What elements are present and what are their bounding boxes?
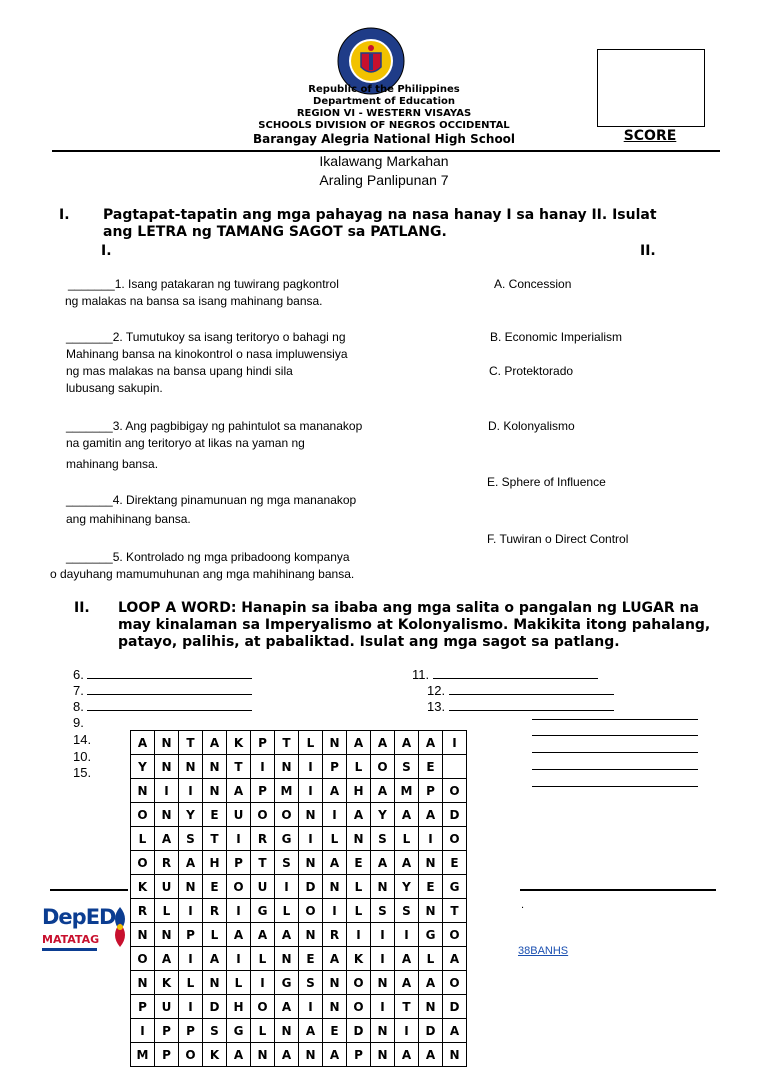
grid-cell[interactable]: N xyxy=(131,971,155,995)
school-name: Barangay Alegria National High School xyxy=(252,132,516,146)
grid-cell[interactable]: A xyxy=(227,1043,251,1067)
grid-row xyxy=(131,971,467,995)
grid-cell[interactable]: K xyxy=(203,1043,227,1067)
grid-cell[interactable]: O xyxy=(251,995,275,1019)
item5-line2: o dayuhang mamumuhunan ang mga mahihinang bansa. xyxy=(50,567,355,581)
grid-cell[interactable]: E xyxy=(443,851,467,875)
grid-cell[interactable]: A xyxy=(371,779,395,803)
grid-cell[interactable]: I xyxy=(251,971,275,995)
grid-cell[interactable]: P xyxy=(251,779,275,803)
grid-cell[interactable]: N xyxy=(371,1043,395,1067)
footer-line-right xyxy=(520,889,716,891)
grid-cell[interactable]: Y xyxy=(179,803,203,827)
grid-cell[interactable]: D xyxy=(347,1019,371,1043)
grid-cell[interactable]: N xyxy=(155,731,179,755)
grid-cell[interactable]: N xyxy=(203,755,227,779)
grid-cell[interactable]: A xyxy=(419,731,443,755)
grid-cell[interactable]: I xyxy=(227,899,251,923)
matatag-underline xyxy=(42,948,97,951)
answer-number: 8. xyxy=(73,699,84,714)
grid-cell[interactable]: A xyxy=(227,779,251,803)
grid-cell[interactable]: O xyxy=(371,755,395,779)
score-label: SCORE xyxy=(623,128,677,144)
grid-cell[interactable]: I xyxy=(227,947,251,971)
grid-cell[interactable]: O xyxy=(131,947,155,971)
grid-cell[interactable]: L xyxy=(227,971,251,995)
grid-cell[interactable]: A xyxy=(275,923,299,947)
grid-cell[interactable]: U xyxy=(155,875,179,899)
grid-cell[interactable]: A xyxy=(179,851,203,875)
grid-cell[interactable]: L xyxy=(251,1019,275,1043)
grid-cell[interactable]: R xyxy=(131,899,155,923)
item3-line3: mahinang bansa. xyxy=(66,457,159,471)
grid-cell[interactable]: G xyxy=(251,899,275,923)
grid-cell[interactable]: A xyxy=(323,1043,347,1067)
grid-cell[interactable]: G xyxy=(275,971,299,995)
grid-cell[interactable]: E xyxy=(323,1019,347,1043)
grid-cell[interactable]: A xyxy=(371,731,395,755)
grid-cell[interactable]: S xyxy=(275,851,299,875)
header-region: REGION VI - WESTERN VISAYAS xyxy=(296,108,472,119)
grid-cell[interactable]: E xyxy=(203,803,227,827)
grid-cell[interactable]: H xyxy=(203,851,227,875)
grid-cell[interactable]: E xyxy=(419,755,443,779)
grid-cell[interactable]: N xyxy=(155,755,179,779)
grid-cell[interactable]: L xyxy=(347,875,371,899)
grid-cell[interactable]: N xyxy=(131,779,155,803)
grid-cell[interactable]: U xyxy=(251,875,275,899)
grid-cell[interactable]: L xyxy=(299,731,323,755)
grid-cell[interactable]: O xyxy=(251,803,275,827)
grid-row xyxy=(131,923,467,947)
grid-cell[interactable]: O xyxy=(179,1043,203,1067)
item4-line2: ang mahihinang bansa. xyxy=(66,512,191,526)
grid-cell[interactable]: A xyxy=(395,1043,419,1067)
grid-cell[interactable]: N xyxy=(419,899,443,923)
answer-10[interactable] xyxy=(73,749,91,766)
item2-line4: lubusang sakupin. xyxy=(66,381,163,395)
grid-cell[interactable]: M xyxy=(275,779,299,803)
grid-cell[interactable]: O xyxy=(131,803,155,827)
grid-cell[interactable]: N xyxy=(179,755,203,779)
grid-cell[interactable]: N xyxy=(203,971,227,995)
grid-cell[interactable]: P xyxy=(323,755,347,779)
grid-cell[interactable]: A xyxy=(443,1019,467,1043)
part1-numeral: I. xyxy=(59,207,70,223)
grid-row xyxy=(131,779,467,803)
grid-cell[interactable]: O xyxy=(443,971,467,995)
grid-cell[interactable]: R xyxy=(251,827,275,851)
grid-cell[interactable]: O xyxy=(347,971,371,995)
grid-cell[interactable]: S xyxy=(395,755,419,779)
grid-cell[interactable]: D xyxy=(419,1019,443,1043)
grid-cell[interactable]: N xyxy=(419,851,443,875)
subject-title: Araling Panlipunan 7 xyxy=(319,172,449,188)
grid-cell[interactable]: S xyxy=(371,899,395,923)
part2-numeral: II. xyxy=(74,600,90,616)
choice-d: D. Kolonyalismo xyxy=(488,419,575,433)
grid-cell[interactable]: A xyxy=(419,1043,443,1067)
grid-cell[interactable]: N xyxy=(275,1019,299,1043)
grid-cell[interactable]: A xyxy=(419,971,443,995)
grid-cell[interactable]: N xyxy=(299,923,323,947)
grid-cell[interactable]: L xyxy=(203,923,227,947)
word-search-grid xyxy=(130,730,467,1067)
grid-row xyxy=(131,899,467,923)
grid-cell[interactable]: L xyxy=(251,947,275,971)
grid-cell[interactable]: P xyxy=(347,1043,371,1067)
item2-line2: Mahinang bansa na kinokontrol o nasa impluwensiya xyxy=(66,347,348,361)
item3-line1: _______3. Ang pagbibigay ng pahintulot sa mananakop xyxy=(66,419,363,433)
grid-cell[interactable]: N xyxy=(131,923,155,947)
answer-9[interactable] xyxy=(73,715,84,732)
grid-cell[interactable]: O xyxy=(131,851,155,875)
grid-cell[interactable]: I xyxy=(371,995,395,1019)
grid-cell[interactable]: I xyxy=(179,899,203,923)
grid-cell[interactable]: I xyxy=(275,875,299,899)
grid-cell[interactable]: P xyxy=(419,779,443,803)
grid-cell[interactable]: I xyxy=(323,899,347,923)
grid-cell[interactable]: O xyxy=(443,779,467,803)
grid-cell[interactable]: L xyxy=(347,899,371,923)
grid-row xyxy=(131,995,467,1019)
grid-cell[interactable]: L xyxy=(131,827,155,851)
answer-number: 15. xyxy=(73,765,92,780)
grid-cell[interactable]: I xyxy=(323,803,347,827)
footer-dot: . xyxy=(521,899,525,911)
grid-cell[interactable]: Y xyxy=(395,875,419,899)
grid-cell[interactable]: A xyxy=(443,947,467,971)
grid-cell[interactable]: I xyxy=(371,923,395,947)
grid-cell[interactable]: R xyxy=(155,851,179,875)
grid-cell[interactable]: I xyxy=(347,923,371,947)
choice-e: E. Sphere of Influence xyxy=(487,475,606,489)
grid-cell[interactable]: P xyxy=(251,731,275,755)
item3-line2: na gamitin ang teritoryo at likas na yaman ng xyxy=(66,436,305,450)
grid-cell[interactable]: T xyxy=(203,827,227,851)
answer-11[interactable] xyxy=(412,666,598,684)
grid-cell[interactable]: L xyxy=(179,971,203,995)
choice-f: F. Tuwiran o Direct Control xyxy=(487,532,629,546)
grid-cell[interactable]: K xyxy=(227,731,251,755)
footer-link[interactable]: 38BANHS xyxy=(518,945,569,957)
grid-row xyxy=(131,947,467,971)
header-divider xyxy=(52,150,720,152)
answer-blank[interactable] xyxy=(449,682,614,695)
grid-cell[interactable]: Y xyxy=(131,755,155,779)
grid-cell[interactable]: K xyxy=(347,947,371,971)
grid-cell[interactable]: N xyxy=(155,803,179,827)
grid-cell[interactable]: N xyxy=(419,995,443,1019)
grid-cell[interactable]: H xyxy=(227,995,251,1019)
grid-cell[interactable]: R xyxy=(323,923,347,947)
grid-cell[interactable]: N xyxy=(323,875,347,899)
answer-7[interactable] xyxy=(73,682,252,700)
grid-cell[interactable]: O xyxy=(347,995,371,1019)
answer-13[interactable] xyxy=(427,698,614,716)
item4-line1: _______4. Direktang pinamunuan ng mga mananakop xyxy=(66,493,357,507)
grid-cell[interactable]: P xyxy=(155,1043,179,1067)
answer-number: 6. xyxy=(73,667,84,682)
grid-cell[interactable]: P xyxy=(227,851,251,875)
grid-cell[interactable]: I xyxy=(299,827,323,851)
extra-blank-3[interactable] xyxy=(532,752,698,753)
grid-cell[interactable]: N xyxy=(323,731,347,755)
grid-row xyxy=(131,827,467,851)
grid-cell[interactable]: E xyxy=(347,851,371,875)
grid-cell[interactable]: I xyxy=(179,995,203,1019)
grid-cell[interactable]: E xyxy=(419,875,443,899)
grid-cell[interactable]: I xyxy=(179,779,203,803)
grid-cell[interactable]: E xyxy=(203,875,227,899)
item2-line1: _______2. Tumutukoy sa isang teritoryo o bahagi ng xyxy=(66,330,346,344)
grid-cell[interactable]: T xyxy=(251,851,275,875)
matatag-logo-text: MATATAG xyxy=(42,933,100,946)
grid-cell[interactable]: A xyxy=(155,827,179,851)
answer-number: 12. xyxy=(427,683,446,698)
grid-cell[interactable]: I xyxy=(443,731,467,755)
grid-cell[interactable]: S xyxy=(299,971,323,995)
grid-cell[interactable]: G xyxy=(419,923,443,947)
grid-cell[interactable]: P xyxy=(131,995,155,1019)
extra-blank-1[interactable] xyxy=(532,719,698,720)
answer-number: 14. xyxy=(73,732,92,747)
grid-cell[interactable]: A xyxy=(395,851,419,875)
grid-cell[interactable]: T xyxy=(179,731,203,755)
footer-line-left xyxy=(50,889,128,891)
grid-cell[interactable]: I xyxy=(395,923,419,947)
grid-cell[interactable]: N xyxy=(299,1043,323,1067)
grid-cell[interactable]: I xyxy=(251,755,275,779)
quarter-title: Ikalawang Markahan xyxy=(319,153,449,169)
grid-cell[interactable]: G xyxy=(443,875,467,899)
grid-cell[interactable]: A xyxy=(203,947,227,971)
grid-cell[interactable]: N xyxy=(371,875,395,899)
grid-cell[interactable]: A xyxy=(323,947,347,971)
grid-cell[interactable]: M xyxy=(395,779,419,803)
answer-14[interactable] xyxy=(73,732,91,749)
grid-cell[interactable]: U xyxy=(155,995,179,1019)
grid-cell[interactable]: I xyxy=(179,947,203,971)
grid-cell[interactable]: N xyxy=(347,827,371,851)
grid-cell[interactable]: I xyxy=(227,827,251,851)
part2-instruction-line1: LOOP A WORD: Hanapin sa ibaba ang mga salita o pangalan ng LUGAR na xyxy=(118,600,699,616)
part1-col1-heading: I. xyxy=(101,243,112,259)
grid-row xyxy=(131,803,467,827)
answer-12[interactable] xyxy=(427,682,614,700)
grid-cell[interactable]: N xyxy=(251,1043,275,1067)
answer-6[interactable] xyxy=(73,666,252,684)
grid-cell[interactable]: A xyxy=(275,1043,299,1067)
grid-cell[interactable]: A xyxy=(419,803,443,827)
grid-cell[interactable]: M xyxy=(131,1043,155,1067)
grid-cell[interactable]: E xyxy=(299,947,323,971)
grid-cell[interactable]: H xyxy=(347,779,371,803)
grid-cell[interactable]: I xyxy=(131,1019,155,1043)
grid-cell[interactable]: O xyxy=(275,803,299,827)
grid-cell[interactable]: T xyxy=(275,731,299,755)
item2-line3: ng mas malakas na bansa upang hindi sila xyxy=(66,364,293,378)
grid-cell[interactable]: I xyxy=(299,755,323,779)
bagong-pilipinas-icon xyxy=(110,905,130,953)
grid-cell[interactable]: A xyxy=(203,731,227,755)
grid-cell[interactable]: L xyxy=(347,755,371,779)
grid-cell[interactable]: N xyxy=(299,803,323,827)
grid-cell[interactable]: A xyxy=(251,923,275,947)
grid-cell[interactable]: I xyxy=(419,827,443,851)
grid-cell[interactable]: N xyxy=(275,755,299,779)
grid-cell[interactable]: T xyxy=(443,899,467,923)
grid-cell[interactable]: I xyxy=(155,779,179,803)
part1-instruction-line1: Pagtapat-tapatin ang mga pahayag na nasa hanay I sa hanay II. Isulat xyxy=(103,207,657,223)
grid-cell[interactable]: T xyxy=(395,995,419,1019)
extra-blank-4[interactable] xyxy=(532,769,698,770)
answer-blank[interactable] xyxy=(449,698,614,711)
grid-cell[interactable]: A xyxy=(395,971,419,995)
grid-cell[interactable]: L xyxy=(395,827,419,851)
grid-cell[interactable]: T xyxy=(227,755,251,779)
grid-cell[interactable]: K xyxy=(155,971,179,995)
answer-15[interactable] xyxy=(73,765,91,782)
item1-line2: ng malakas na bansa sa isang mahinang bansa. xyxy=(65,294,323,308)
grid-cell[interactable]: S xyxy=(179,827,203,851)
grid-cell[interactable]: A xyxy=(131,731,155,755)
answer-8[interactable] xyxy=(73,698,252,716)
grid-cell[interactable]: N xyxy=(323,971,347,995)
header-division: SCHOOLS DIVISION OF NEGROS OCCIDENTAL xyxy=(258,120,510,131)
grid-cell[interactable]: O xyxy=(443,827,467,851)
extra-blank-2[interactable] xyxy=(532,735,698,736)
deped-logo xyxy=(42,905,115,951)
grid-cell[interactable]: I xyxy=(299,779,323,803)
extra-blank-5[interactable] xyxy=(532,786,698,787)
deped-logo-text: DepED xyxy=(42,905,116,929)
grid-cell[interactable]: N xyxy=(203,779,227,803)
part2-instruction-line2: may kinalaman sa Imperyalismo at Kolonyalismo. Makikita itong pahalang, xyxy=(118,617,711,633)
grid-cell[interactable]: P xyxy=(155,1019,179,1043)
grid-cell[interactable]: D xyxy=(299,875,323,899)
choice-a: A. Concession xyxy=(494,277,572,291)
answer-number: 11. xyxy=(412,667,430,682)
grid-cell[interactable]: D xyxy=(443,995,467,1019)
choice-b: B. Economic Imperialism xyxy=(490,330,623,344)
grid-cell[interactable]: I xyxy=(395,1019,419,1043)
grid-cell[interactable]: N xyxy=(371,1019,395,1043)
grid-cell[interactable]: A xyxy=(395,803,419,827)
grid-cell[interactable]: N xyxy=(299,851,323,875)
part2-instruction-line3: patayo, palihis, at pabaliktad. Isulat ang mga sagot sa patlang. xyxy=(118,634,620,650)
part1-col2-heading: II. xyxy=(640,243,656,259)
part1-instruction-line2: ang LETRA ng TAMANG SAGOT sa PATLANG. xyxy=(103,224,447,240)
grid-cell[interactable]: S xyxy=(395,899,419,923)
grid-row xyxy=(131,1043,467,1067)
grid-cell[interactable]: S xyxy=(203,1019,227,1043)
grid-cell[interactable]: A xyxy=(347,803,371,827)
grid-cell[interactable]: O xyxy=(299,899,323,923)
grid-cell[interactable]: A xyxy=(395,947,419,971)
answer-number: 9. xyxy=(73,715,84,730)
grid-cell[interactable]: A xyxy=(275,995,299,1019)
grid-cell[interactable]: A xyxy=(347,731,371,755)
answer-number: 7. xyxy=(73,683,84,698)
grid-cell[interactable]: O xyxy=(227,875,251,899)
grid-row xyxy=(131,1019,467,1043)
grid-cell[interactable]: Y xyxy=(371,803,395,827)
grid-row xyxy=(131,851,467,875)
grid-cell[interactable]: P xyxy=(179,923,203,947)
grid-cell[interactable]: A xyxy=(323,779,347,803)
grid-cell[interactable]: L xyxy=(323,827,347,851)
answer-number: 10. xyxy=(73,749,92,764)
answer-number: 13. xyxy=(427,699,446,714)
item5-line1: _______5. Kontrolado ng mga pribadoong kompanya xyxy=(66,550,350,564)
grid-cell[interactable]: S xyxy=(371,827,395,851)
grid-cell[interactable]: G xyxy=(227,1019,251,1043)
grid-row xyxy=(131,875,467,899)
grid-cell[interactable]: A xyxy=(371,851,395,875)
grid-cell[interactable]: U xyxy=(227,803,251,827)
grid-cell[interactable]: D xyxy=(443,803,467,827)
answer-blank[interactable] xyxy=(87,682,252,695)
grid-cell[interactable]: N xyxy=(179,875,203,899)
grid-row xyxy=(131,731,467,755)
grid-cell[interactable]: I xyxy=(371,947,395,971)
grid-cell[interactable]: I xyxy=(299,995,323,1019)
grid-cell[interactable]: N xyxy=(323,995,347,1019)
grid-cell[interactable]: N xyxy=(275,947,299,971)
grid-cell[interactable]: R xyxy=(203,899,227,923)
score-box xyxy=(597,49,705,127)
grid-cell[interactable]: L xyxy=(419,947,443,971)
grid-cell[interactable]: P xyxy=(179,1019,203,1043)
grid-cell[interactable]: N xyxy=(443,1043,467,1067)
grid-cell[interactable]: K xyxy=(131,875,155,899)
grid-cell[interactable]: A xyxy=(227,923,251,947)
grid-cell[interactable]: A xyxy=(323,851,347,875)
grid-cell[interactable]: A xyxy=(395,731,419,755)
grid-cell[interactable] xyxy=(443,755,467,779)
grid-cell[interactable]: A xyxy=(299,1019,323,1043)
answer-blank[interactable] xyxy=(433,666,598,679)
grid-cell[interactable]: O xyxy=(443,923,467,947)
item1-line1: _______1. Isang patakaran ng tuwirang pagkontrol xyxy=(68,277,339,291)
grid-cell[interactable]: L xyxy=(155,899,179,923)
grid-cell[interactable]: D xyxy=(203,995,227,1019)
answer-blank[interactable] xyxy=(87,666,252,679)
grid-cell[interactable]: L xyxy=(275,899,299,923)
choice-c: C. Protektorado xyxy=(489,364,574,378)
grid-cell[interactable]: A xyxy=(155,947,179,971)
grid-cell[interactable]: G xyxy=(275,827,299,851)
answer-blank[interactable] xyxy=(87,698,252,711)
grid-cell[interactable]: N xyxy=(155,923,179,947)
grid-row xyxy=(131,755,467,779)
header-republic: Republic of the Philippines xyxy=(308,84,460,95)
grid-cell[interactable]: N xyxy=(371,971,395,995)
header-department: Department of Education xyxy=(313,96,455,107)
